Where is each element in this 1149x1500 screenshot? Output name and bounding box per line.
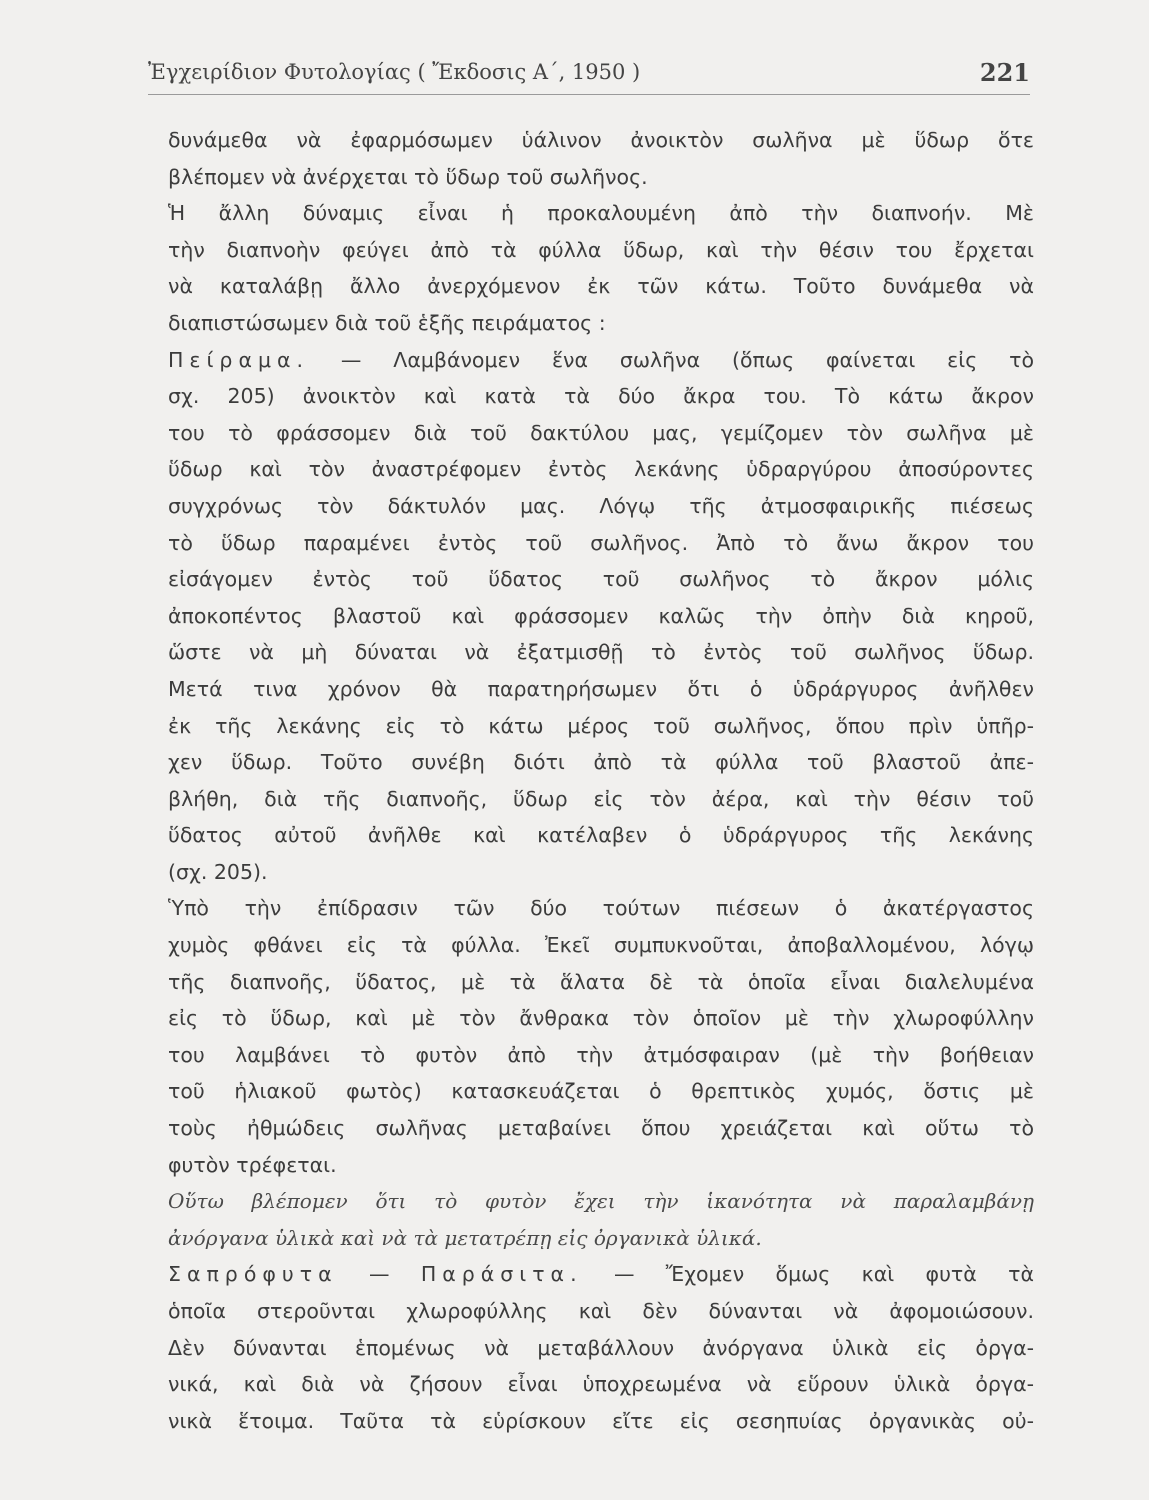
running-head xyxy=(148,60,1030,92)
dash-separator: — xyxy=(337,1262,421,1287)
page-number: 221 xyxy=(979,58,1030,87)
italic-line: ἀνόργανα ὑλικὰ καὶ νὰ τὰ μετατρέπῃ εἰς ὀργανικὰ ὑλικά. xyxy=(168,1225,762,1250)
spaced-heading: Παράσιτα. xyxy=(420,1262,583,1287)
text-line: Σαπρόφυτα — Παράσιτα. — Ἔχομεν ὅμως καὶ φυτὰ τὰ xyxy=(168,1262,1034,1287)
text-line: ἐκ τῆς λεκάνης εἰς τὸ κάτω μέρος τοῦ σωλῆνος, ὅπου πρὶν ὑπῆρ- xyxy=(168,713,1034,738)
text-line: χεν ὕδωρ. Τοῦτο συνέβη διότι ἀπὸ τὰ φύλλα τοῦ βλαστοῦ ἀπε- xyxy=(168,750,1034,775)
text-line: Μετά τινα χρόνον θὰ παρατηρήσωμεν ὅτι ὁ ὑδράργυρος ἀνῆλθεν xyxy=(168,676,1034,701)
text-line: του τὸ φράσσομεν διὰ τοῦ δακτύλου μας, γεμίζομεν τὸν σωλῆνα μὲ xyxy=(168,420,1034,445)
text-line: σχ. 205) ἀνοικτὸν καὶ κατὰ τὰ δύο ἄκρα του. Τὸ κάτω ἄκρον xyxy=(168,384,1034,409)
text-line: ἀποκοπέντος βλαστοῦ καὶ φράσσομεν καλῶς τὴν ὀπὴν διὰ κηροῦ, xyxy=(168,603,1034,628)
text-line: (σχ. 205). xyxy=(168,859,268,884)
text-line: εἰς τὸ ὕδωρ, καὶ μὲ τὸν ἄνθρακα τὸν ὁποῖον μὲ τὴν χλωροφύλλην xyxy=(168,1006,1034,1031)
text-line: τοῦ ἡλιακοῦ φωτὸς) κατασκευάζεται ὁ θρεπτικὸς χυμός, ὅστις μὲ xyxy=(168,1079,1034,1104)
spaced-heading: Σαπρόφυτα xyxy=(168,1262,338,1287)
text-line: Δὲν δύνανται ἑπομένως νὰ μεταβάλλουν ἀνόργανα ὑλικὰ εἰς ὀργα- xyxy=(168,1335,1034,1360)
running-head-title: Ἐγχειρίδιον Φυτολογίας ( Ἔκδοσις Α΄, 1950 ) xyxy=(148,60,641,84)
text-line: νικά, καὶ διὰ νὰ ζήσουν εἶναι ὑποχρεωμένα νὰ εὕρουν ὑλικὰ ὀργα- xyxy=(168,1372,1034,1397)
text-line: Ὑπὸ τὴν ἐπίδρασιν τῶν δύο τούτων πιέσεων ὁ ἀκατέργαστος xyxy=(168,896,1034,921)
text-line: χυμὸς φθάνει εἰς τὰ φύλλα. Ἐκεῖ συμπυκνοῦται, ἀποβαλλομένου, λόγῳ xyxy=(168,933,1034,958)
text-line: δυνάμεθα νὰ ἐφαρμόσωμεν ὑάλινον ἀνοικτὸν σωλῆνα μὲ ὕδωρ ὅτε xyxy=(168,128,1034,152)
text-line: τὸ ὕδωρ παραμένει ἐντὸς τοῦ σωλῆνος. Ἀπὸ τὸ ἄνω ἄκρον του xyxy=(168,530,1034,555)
text-line: νὰ καταλάβῃ ἄλλο ἀνερχόμενον ἐκ τῶν κάτω. Τοῦτο δυνάμεθα νὰ xyxy=(168,274,1034,299)
italic-line: Οὕτω βλέπομεν ὅτι τὸ φυτὸν ἔχει τὴν ἱκανότητα νὰ παραλαμβάνῃ xyxy=(168,1189,1034,1214)
text-line: τὴν διαπνοὴν φεύγει ἀπὸ τὰ φύλλα ὕδωρ, καὶ τὴν θέσιν του ἔρχεται xyxy=(168,237,1034,262)
text-line: εἰσάγομεν ἐντὸς τοῦ ὕδατος τοῦ σωλῆνος τὸ ἄκρον μόλις xyxy=(168,567,1034,592)
text-line: Ἡ ἄλλη δύναμις εἶναι ἡ προκαλουμένη ἀπὸ τὴν διαπνοήν. Μὲ xyxy=(168,201,1034,226)
spaced-heading: Πείραμα. xyxy=(168,347,310,372)
text-line: ὥστε νὰ μὴ δύναται νὰ ἐξατμισθῇ τὸ ἐντὸς τοῦ σωλῆνος ὕδωρ. xyxy=(168,640,1034,665)
text-line: τῆς διαπνοῆς, ὕδατος, μὲ τὰ ἅλατα δὲ τὰ ὁποῖα εἶναι διαλελυμένα xyxy=(168,969,1034,994)
text-line: διαπιστώσωμεν διὰ τοῦ ἑξῆς πειράματος : xyxy=(168,310,606,335)
text-line: συγχρόνως τὸν δάκτυλόν μας. Λόγῳ τῆς ἀτμοσφαιρικῆς πιέσεως xyxy=(168,493,1034,518)
text-line: ὕδωρ καὶ τὸν ἀναστρέφομεν ἐντὸς λεκάνης ὑδραργύρου ἀποσύροντες xyxy=(168,457,1034,482)
text-line: νικὰ ἕτοιμα. Ταῦτα τὰ εὑρίσκουν εἴτε εἰς σεσηπυίας ὀργανικὰς οὐ- xyxy=(168,1408,1034,1433)
text-line: βλέπομεν νὰ ἀνέρχεται τὸ ὕδωρ τοῦ σωλῆνος. xyxy=(168,164,648,189)
text-line: ὕδατος αὐτοῦ ἀνῆλθε καὶ κατέλαβεν ὁ ὑδράργυρος τῆς λεκάνης xyxy=(168,823,1034,848)
body-text xyxy=(168,122,1034,1439)
text-line: φυτὸν τρέφεται. xyxy=(168,1152,337,1177)
text-line: ὁποῖα στεροῦνται χλωροφύλλης καὶ δὲν δύνανται νὰ ἀφομοιώσουν. xyxy=(168,1299,1034,1323)
text-line: τοὺς ἠθμώδεις σωλῆνας μεταβαίνει ὅπου χρειάζεται καὶ οὕτω τὸ xyxy=(168,1116,1034,1141)
text-line: του λαμβάνει τὸ φυτὸν ἀπὸ τὴν ἀτμόσφαιραν (μὲ τὴν βοήθειαν xyxy=(168,1042,1034,1067)
text-line: βλήθη, διὰ τῆς διαπνοῆς, ὕδωρ εἰς τὸν ἀέρα, καὶ τὴν θέσιν τοῦ xyxy=(168,786,1034,811)
header-rule xyxy=(148,94,1030,95)
text-line: Πείραμα. — Λαμβάνομεν ἕνα σωλῆνα (ὅπως φαίνεται εἰς τὸ xyxy=(168,347,1034,372)
